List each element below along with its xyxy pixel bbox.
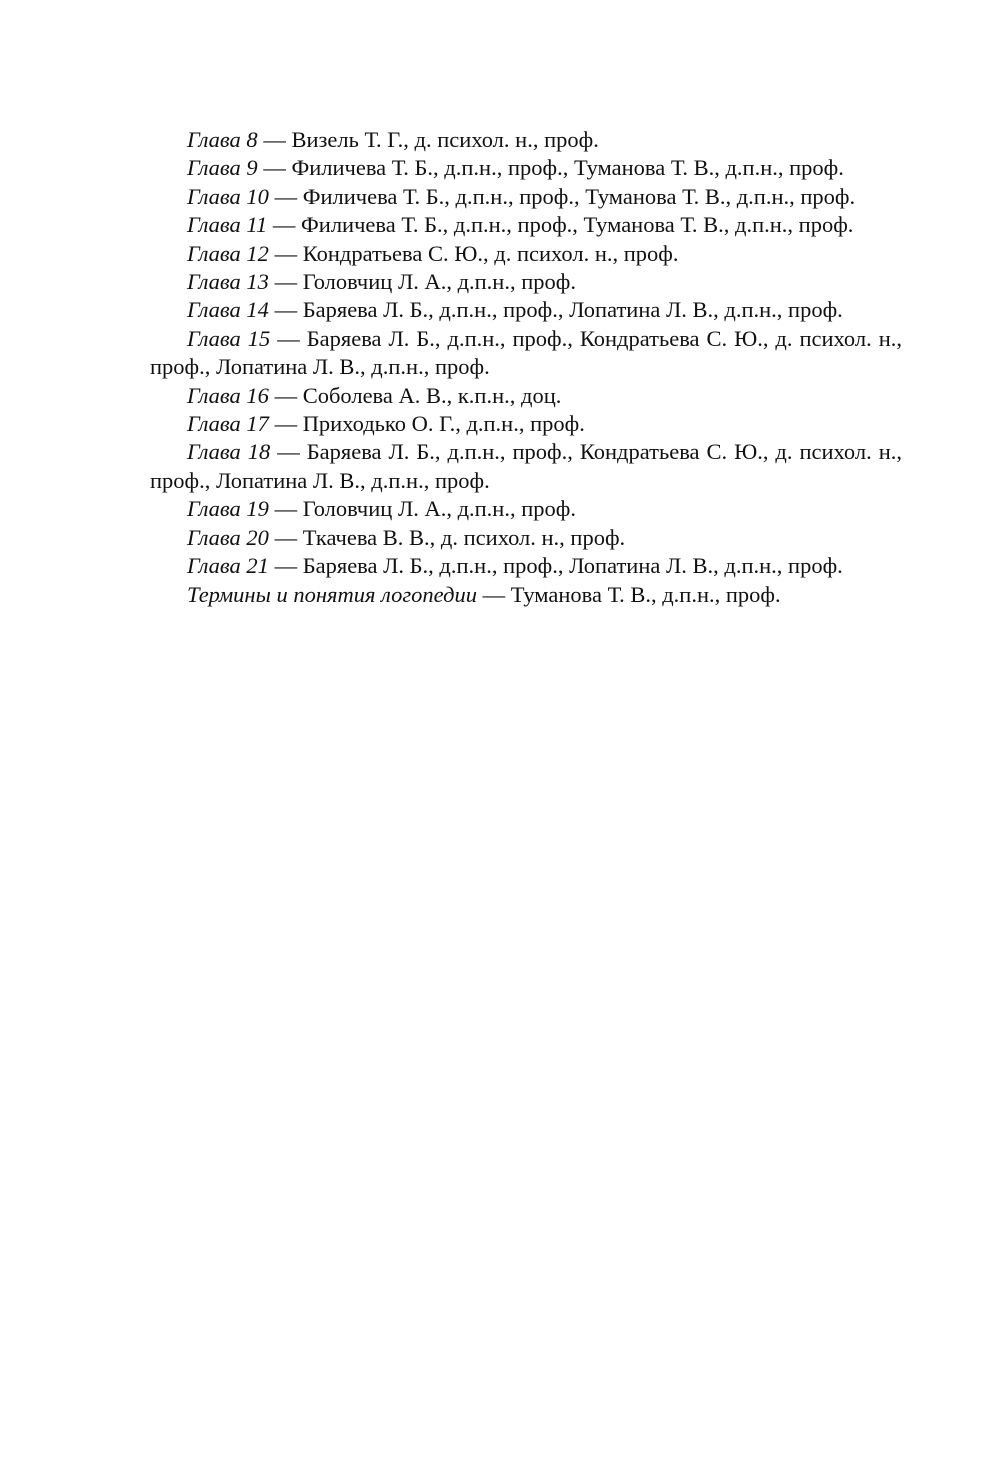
entry-chapter-8 xyxy=(150,126,902,154)
chapter-authors: — Ткачева В. В., д. психол. н., проф. xyxy=(268,524,626,550)
chapter-authors: — Филичева Т. Б., д.п.н., проф., Туманова Т. В., д.п.н., проф. xyxy=(257,155,844,181)
glossary-authors: — Туманова Т. В., д.п.н., проф. xyxy=(476,581,781,607)
chapter-authors: — Баряева Л. Б., д.п.н., проф., Лопатина Л. В., д.п.н., проф. xyxy=(268,297,843,323)
chapter-authors: — Головчиц Л. А., д.п.н., проф. xyxy=(268,496,576,522)
chapter-authors: — Баряева Л. Б., д.п.н., проф., Лопатина Л. В., д.п.н., проф. xyxy=(268,553,843,579)
chapter-label: Глава 21 xyxy=(187,553,269,579)
entry-chapter-15 xyxy=(150,325,902,382)
entry-chapter-20 xyxy=(150,524,902,552)
chapter-label: Глава 12 xyxy=(187,240,269,266)
chapter-authors: — Филичева Т. Б., д.п.н., проф., Туманова Т. В., д.п.н., проф. xyxy=(268,183,856,209)
entry-chapter-18 xyxy=(150,438,902,495)
entry-chapter-12 xyxy=(150,240,902,268)
chapter-label: Глава 17 xyxy=(187,411,269,437)
glossary-label: Термины и понятия логопедии xyxy=(187,581,477,607)
entry-chapter-21 xyxy=(150,552,902,580)
entry-chapter-10 xyxy=(150,183,902,211)
entry-chapter-17 xyxy=(150,410,902,438)
chapter-authors: — Филичева Т. Б., д.п.н., проф., Туманова Т. В., д.п.н., проф. xyxy=(267,212,854,238)
chapter-label: Глава 10 xyxy=(187,183,269,209)
chapter-label: Глава 9 xyxy=(187,155,258,181)
chapter-label: Глава 14 xyxy=(187,297,269,323)
entry-chapter-11 xyxy=(150,211,902,239)
chapter-authors: — Головчиц Л. А., д.п.н., проф. xyxy=(268,269,576,295)
entry-chapter-16 xyxy=(150,382,902,410)
entry-chapter-19 xyxy=(150,495,902,523)
entry-chapter-14 xyxy=(150,296,902,324)
chapter-label: Глава 20 xyxy=(187,524,269,550)
chapter-authors: — Соболева А. В., к.п.н., доц. xyxy=(268,382,562,408)
chapter-authors: — Кондратьева С. Ю., д. психол. н., проф. xyxy=(268,240,679,266)
chapter-authors: — Баряева Л. Б., д.п.н., проф., Кондратьева С. Ю., д. психол. н., проф., Лопатина Л. В., д.п.н., проф. xyxy=(150,325,902,380)
chapter-authors: — Приходько О. Г., д.п.н., проф. xyxy=(268,411,585,437)
chapter-label: Глава 18 xyxy=(187,439,271,465)
chapter-label: Глава 15 xyxy=(187,325,271,351)
chapter-label: Глава 8 xyxy=(187,127,258,152)
entry-glossary xyxy=(150,581,902,609)
chapter-label: Глава 16 xyxy=(187,382,269,408)
chapter-authors: — Визель Т. Г., д. психол. н., проф. xyxy=(257,127,599,152)
chapter-authors: — Баряева Л. Б., д.п.н., проф., Кондратьева С. Ю., д. психол. н., проф., Лопатина Л. В., д.п.н., проф. xyxy=(150,439,902,493)
chapter-label: Глава 19 xyxy=(187,496,269,522)
chapter-label: Глава 13 xyxy=(187,269,269,295)
chapter-label: Глава 11 xyxy=(187,212,268,238)
entry-chapter-13 xyxy=(150,268,902,296)
authors-list xyxy=(150,126,902,609)
entry-chapter-9 xyxy=(150,154,902,182)
